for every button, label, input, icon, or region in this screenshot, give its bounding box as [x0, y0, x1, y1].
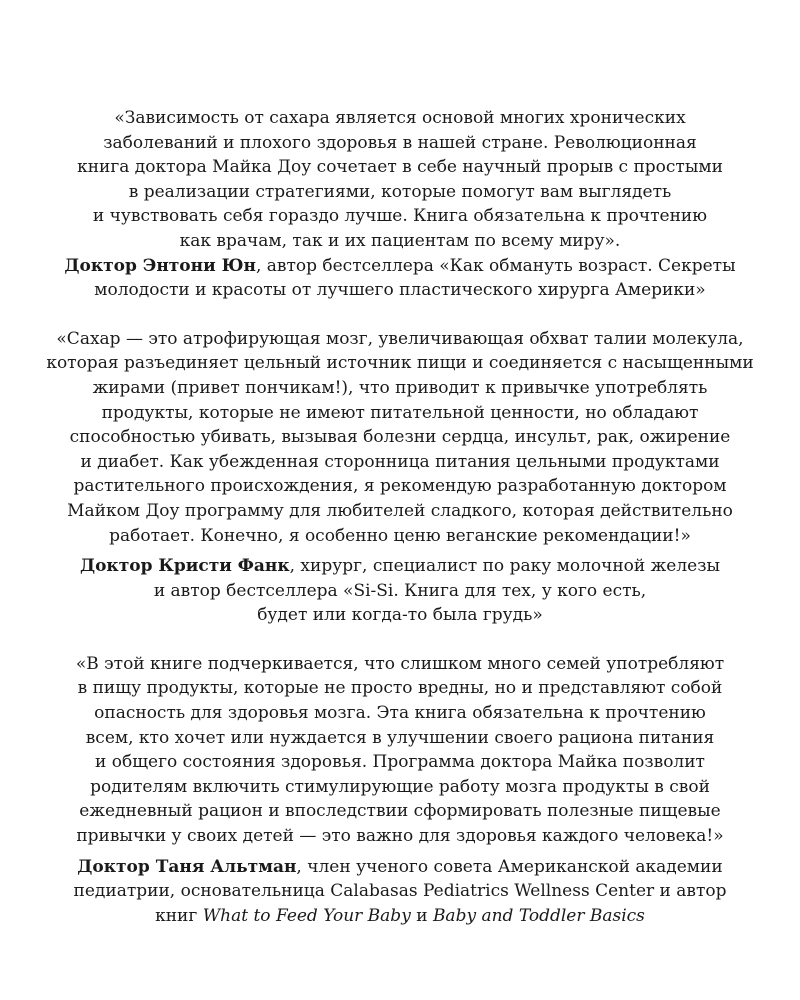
author-credentials: , хирург, специалист по раку молочной железы [289, 556, 721, 577]
books-prefix: книг [155, 905, 203, 926]
attribution-altman [0, 855, 800, 929]
quote-line: и общего состояния здоровья. Программа доктора Майка позволит [95, 752, 705, 773]
quote-line: привычки у своих детей — это важно для здоровья каждого человека!» [76, 826, 724, 847]
testimonial-yun [0, 106, 800, 303]
quote-line: способностью убивать, вызывая болезни сердца, инсульт, рак, ожирение [69, 427, 731, 448]
quote-line: жирами (привет пончикам!), что приводит к привычке употреблять [92, 377, 708, 398]
quote-line: растительного происхождения, я рекомендую разработанную доктором [73, 476, 727, 497]
attribution-line: молодости и красоты от лучшего пластического хирурга Америки» [94, 280, 706, 301]
quote-line: всем, кто хочет или нуждается в улучшении своего рациона питания [85, 727, 715, 748]
author-name: Доктор Энтони Юн [64, 255, 256, 276]
quote-line: заболеваний и плохого здоровья в нашей стране. Революционная [103, 132, 697, 153]
attribution-line [0, 855, 800, 880]
quote-line: книга доктора Майка Доу сочетает в себе научный прорыв с простыми [77, 157, 723, 178]
quote-line: «Зависимость от сахара является основой многих хронических [114, 108, 686, 128]
quote-yun [0, 106, 800, 254]
quote-line: ежедневный рацион и впоследствии сформировать полезные пищевые [79, 801, 721, 822]
books-conjunction: и [410, 905, 433, 926]
attribution-funk [0, 554, 800, 628]
quote-line: родителям включить стимулирующие работу мозга продукты в свой [90, 776, 710, 797]
attribution-line [0, 254, 800, 279]
attribution-line [0, 554, 800, 579]
author-name: Доктор Кристи Фанк [79, 556, 290, 577]
quote-line: «В этой книге подчеркивается, что слишком много семей употребляют [75, 653, 725, 674]
book-title: Baby and Toddler Basics [432, 905, 645, 926]
attribution-line: педиатрии, основательница Calabasas Pediatrics Wellness Center и автор [73, 881, 727, 902]
testimonial-altman [0, 652, 800, 929]
quote-line: «Сахар — это атрофирующая мозг, увеличивающая обхват талии молекула, [56, 328, 744, 349]
author-name: Доктор Таня Альтман [77, 856, 297, 877]
attribution-line [0, 904, 800, 929]
quote-line: которая разъединяет цельный источник пищи и соединяется с насыщенными [46, 353, 754, 374]
quote-line: как врачам, так и их пациентам по всему миру». [179, 230, 621, 251]
testimonial-funk [0, 327, 800, 628]
quote-line: Майком Доу программу для любителей сладкого, которая действительно [67, 500, 733, 521]
quote-funk [0, 327, 800, 548]
author-credentials: , член ученого совета Американской академии [296, 856, 723, 877]
quote-line: продукты, которые не имеют питательной ценности, но обладают [101, 402, 699, 423]
attribution-line: будет или когда-то была грудь» [257, 605, 543, 626]
quote-line: в пищу продукты, которые не просто вредны, но и представляют собой [77, 678, 723, 699]
quote-line: в реализации стратегиями, которые помогут вам выглядеть [128, 181, 672, 202]
author-credentials: , автор бестселлера «Как обмануть возраст. Секреты [255, 255, 736, 276]
quote-line: опасность для здоровья мозга. Эта книга обязательна к прочтению [94, 703, 706, 724]
quote-line: работает. Конечно, я особенно ценю веганские рекомендации!» [109, 525, 691, 546]
quote-line: и диабет. Как убежденная сторонница питания цельными продуктами [80, 451, 720, 472]
quote-line: и чувствовать себя гораздо лучше. Книга обязательна к прочтению [92, 206, 708, 227]
attribution-line: и автор бестселлера «Si-Si. Книга для тех, у кого есть, [153, 580, 647, 601]
attribution-yun [0, 254, 800, 303]
book-title: What to Feed Your Baby [202, 905, 411, 926]
quote-altman [0, 652, 800, 849]
